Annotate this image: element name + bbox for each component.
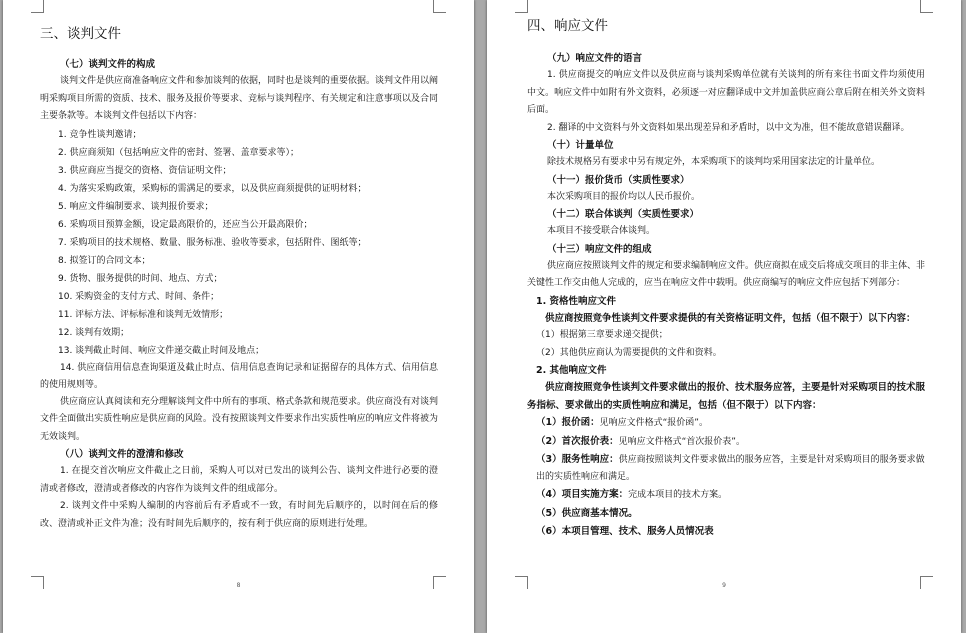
list: [40, 126, 438, 394]
corner-mark: [31, 0, 44, 13]
list-item: 6. 采购项目预算金额，设定最高限价的，还应当公开最高限价；: [58, 219, 313, 230]
paragraph: 供应商应认真阅读和充分理解谈判文件中所有的事项、格式条款和规范要求。供应商没有对谈判文件全面做出实质性响应是供应商的风险。没有按照谈判文件要求作出实质性响应的响应文件将被为无效谈判。: [40, 396, 439, 442]
section-title: （十）计量单位: [547, 140, 614, 151]
item-label: （1）报价函：: [536, 417, 600, 428]
corner-mark: [433, 576, 446, 589]
paragraph: 谈判文件是供应商准备响应文件和参加谈判的依据，同时也是谈判的重要依据。谈判文件用以阐明采购项目所需的资质、技术、服务及报价等要求、竞标与谈判程序、有关规定和注意事项以及合同主要条款等。本谈判文件包括以下内容：: [40, 76, 439, 121]
section-title: （七）谈判文件的构成: [60, 59, 156, 70]
list-item: 5. 响应文件编制要求、谈判报价要求；: [58, 201, 214, 212]
corner-mark: [515, 576, 528, 589]
paragraph: 2. 谈判文件中采购人编制的内容前后有矛盾或不一致，有时间先后顺序的，以时间在后的修改、澄清或补正文件为准；没有时间先后顺序的，按有利于供应商的原则进行处理。: [40, 501, 438, 529]
item-text: 见响应文件格式“报价函”。: [599, 418, 708, 428]
paragraph: 本项目不接受联合体谈判。: [547, 226, 656, 236]
list-item: 14. 供应商信用信息查询渠道及截止时点、信用信息查询记录和证据留存的具体方式、信用信息的使用规则等。: [40, 362, 438, 390]
item-label: （4）项目实施方案：: [536, 489, 629, 500]
list-item: 7. 采购项目的技术规格、数量、服务标准、验收等要求，包括附件、图纸等；: [58, 237, 367, 248]
paragraph: 1. 在提交首次响应文件截止之日前，采购人可以对已发出的谈判公告、谈判文件进行必要的澄清或者修改，澄清或者修改的内容作为谈判文件的组成部分。: [40, 466, 438, 494]
chapter-heading: 三、谈判文件: [40, 26, 121, 42]
chapter-heading: 四、响应文件: [527, 18, 608, 34]
corner-mark: [31, 576, 44, 589]
item-text: 供应商按照谈判文件要求做出的服务应答，主要是针对采购项目的服务要求做出的实质性响应和满足。: [536, 455, 925, 482]
list-item: 4. 为落实采购政策，采购标的需满足的要求，以及供应商须提供的证明材料；: [58, 183, 367, 194]
page-content: [40, 22, 438, 533]
list-item: [527, 505, 925, 524]
list-item: [527, 433, 925, 452]
document-page-right: [487, 0, 961, 633]
item-text: 见响应文件格式“首次报价表”。: [618, 436, 745, 447]
section-title: （九）响应文件的语言: [547, 53, 643, 64]
list-item: 11. 评标方法、评标标准和谈判无效情形；: [58, 309, 229, 320]
section-title: （八）谈判文件的澄清和修改: [60, 449, 184, 460]
paragraph: 本次采购项目的报价均以人民币报价。: [547, 191, 701, 202]
subsection-title: 2. 其他响应文件: [536, 365, 607, 376]
corner-mark: [515, 0, 528, 13]
page-number: 8: [236, 582, 241, 589]
section-title: （十一）报价货币（实质性要求）: [547, 174, 690, 186]
page-number: 9: [722, 582, 726, 589]
list-item: （1）根据第三章要求递交提供；: [536, 330, 668, 340]
document-page-left: [3, 0, 474, 633]
corner-mark: [433, 0, 446, 13]
list-item: 13. 谈判截止时间、响应文件递交截止时间及地点；: [58, 345, 265, 356]
paragraph: 2. 翻译的中文资料与外文资料如果出现差异和矛盾时，以中文为准，但不能故意错误翻译。: [547, 122, 910, 133]
section-title: （十三）响应文件的组成: [547, 243, 652, 255]
item-label: （2）首次报价表：: [536, 435, 619, 447]
list-item: [527, 451, 925, 486]
subsection-title: 1. 资格性响应文件: [536, 295, 617, 307]
list-item: 1. 竞争性谈判邀请；: [58, 129, 142, 140]
section-title: （十二）联合体谈判（实质性要求）: [547, 209, 700, 220]
bold-paragraph: 供应商按照竞争性谈判文件要求提供的有关资格证明文件，包括（但不限于）以下内容：: [545, 312, 916, 324]
list-item: [527, 486, 925, 505]
list-item: 10. 采购资金的支付方式、时间、条件；: [58, 291, 220, 302]
bold-paragraph: 供应商按照竞争性谈判文件要求做出的报价、技术服务应答，主要是针对采购项目的技术服务指标、要求做出的实质性响应和满足，包括（但不限于）以下内容：: [527, 382, 926, 411]
list-item: [527, 414, 925, 433]
item-label: （6）本项目管理、技术、服务人员情况表: [536, 526, 714, 537]
corner-mark: [920, 576, 933, 589]
list-item: 2. 供应商须知（包括响应文件的密封、签署、盖章要求等）；: [58, 147, 299, 158]
list-item: 8. 拟签订的合同文本；: [58, 255, 151, 266]
item-text: 完成本项目的技术方案。: [628, 490, 728, 500]
list-item: 9. 货物、服务提供的时间、地点、方式；: [58, 273, 223, 284]
paragraph: 供应商应按照谈判文件的规定和要求编制响应文件。供应商拟在成交后将成交项目的非主体、非关键性工作交由他人完成的，应当在响应文件中载明。供应商编写的响应文件应包括下列部分：: [527, 260, 926, 288]
paragraph: 除技术规格另有要求中另有规定外，本采购项下的谈判均采用国家法定的计量单位。: [547, 157, 881, 167]
paragraph: 1. 供应商提交的响应文件以及供应商与谈判采购单位就有关谈判的所有来往书面文件均须使用中文。响应文件中如附有外文资料，必须逐一对应翻译成中文并加盖供应商公章后附在相关外文资料后面。: [527, 70, 925, 115]
list-item: 3. 供应商应当提交的资格、资信证明文件；: [58, 165, 232, 176]
list-item: [527, 523, 925, 542]
list-item: （2）其他供应商认为需要提供的文件和资料。: [536, 347, 722, 358]
page-content: [527, 14, 925, 542]
item-label: （5）供应商基本情况。: [536, 507, 638, 519]
corner-mark: [920, 0, 933, 13]
item-label: （3）服务性响应：: [536, 454, 619, 465]
list-item: 12. 谈判有效期；: [58, 327, 130, 338]
